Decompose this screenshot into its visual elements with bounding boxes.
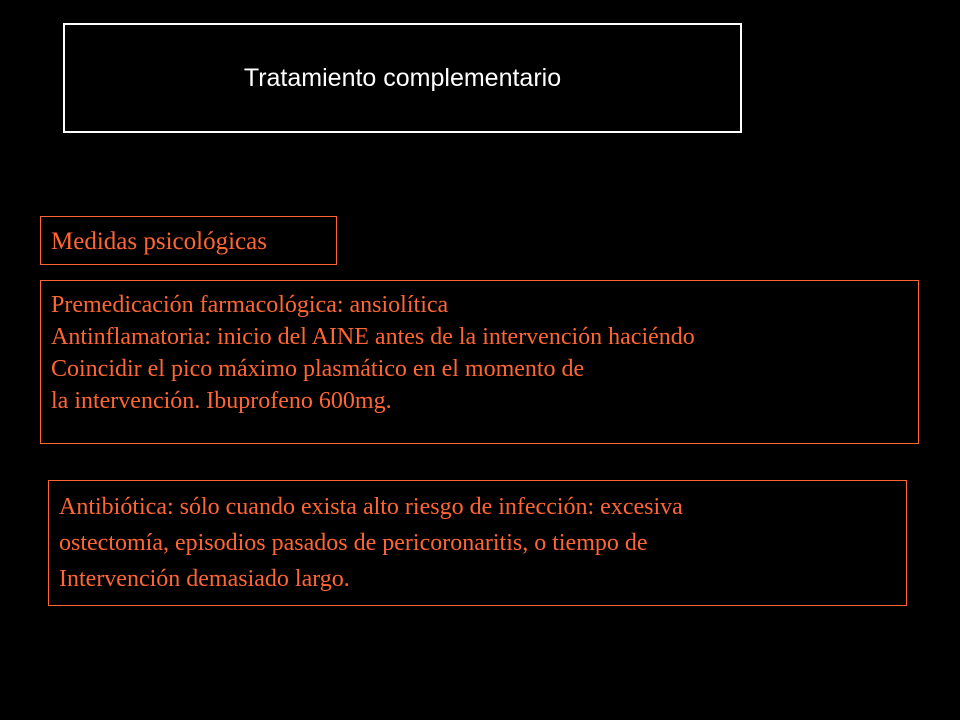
- psychological-measures-label: Medidas psicológicas: [51, 228, 267, 255]
- premedication-line-1: Premedicación farmacológica: ansiolítica: [51, 292, 449, 318]
- psychological-measures-box: [40, 216, 337, 265]
- title-box: [63, 23, 742, 133]
- slide-title: Tratamiento complementario: [243, 63, 562, 92]
- antibiotic-line-1: Antibiótica: sólo cuando exista alto riesgo de infección: excesiva: [59, 494, 683, 520]
- premedication-line-2: Antinflamatoria: inicio del AINE antes de la intervención haciéndo: [51, 324, 695, 350]
- antibiotic-line-3: Intervención demasiado largo.: [59, 566, 350, 592]
- premedication-line-4: la intervención. Ibuprofeno 600mg.: [51, 388, 392, 414]
- pharmacological-premedication-box: [40, 280, 919, 444]
- antibiotic-box: [48, 480, 907, 606]
- antibiotic-line-2: ostectomía, episodios pasados de pericoronaritis, o tiempo de: [59, 530, 648, 556]
- premedication-line-3: Coincidir el pico máximo plasmático en el momento de: [51, 356, 585, 382]
